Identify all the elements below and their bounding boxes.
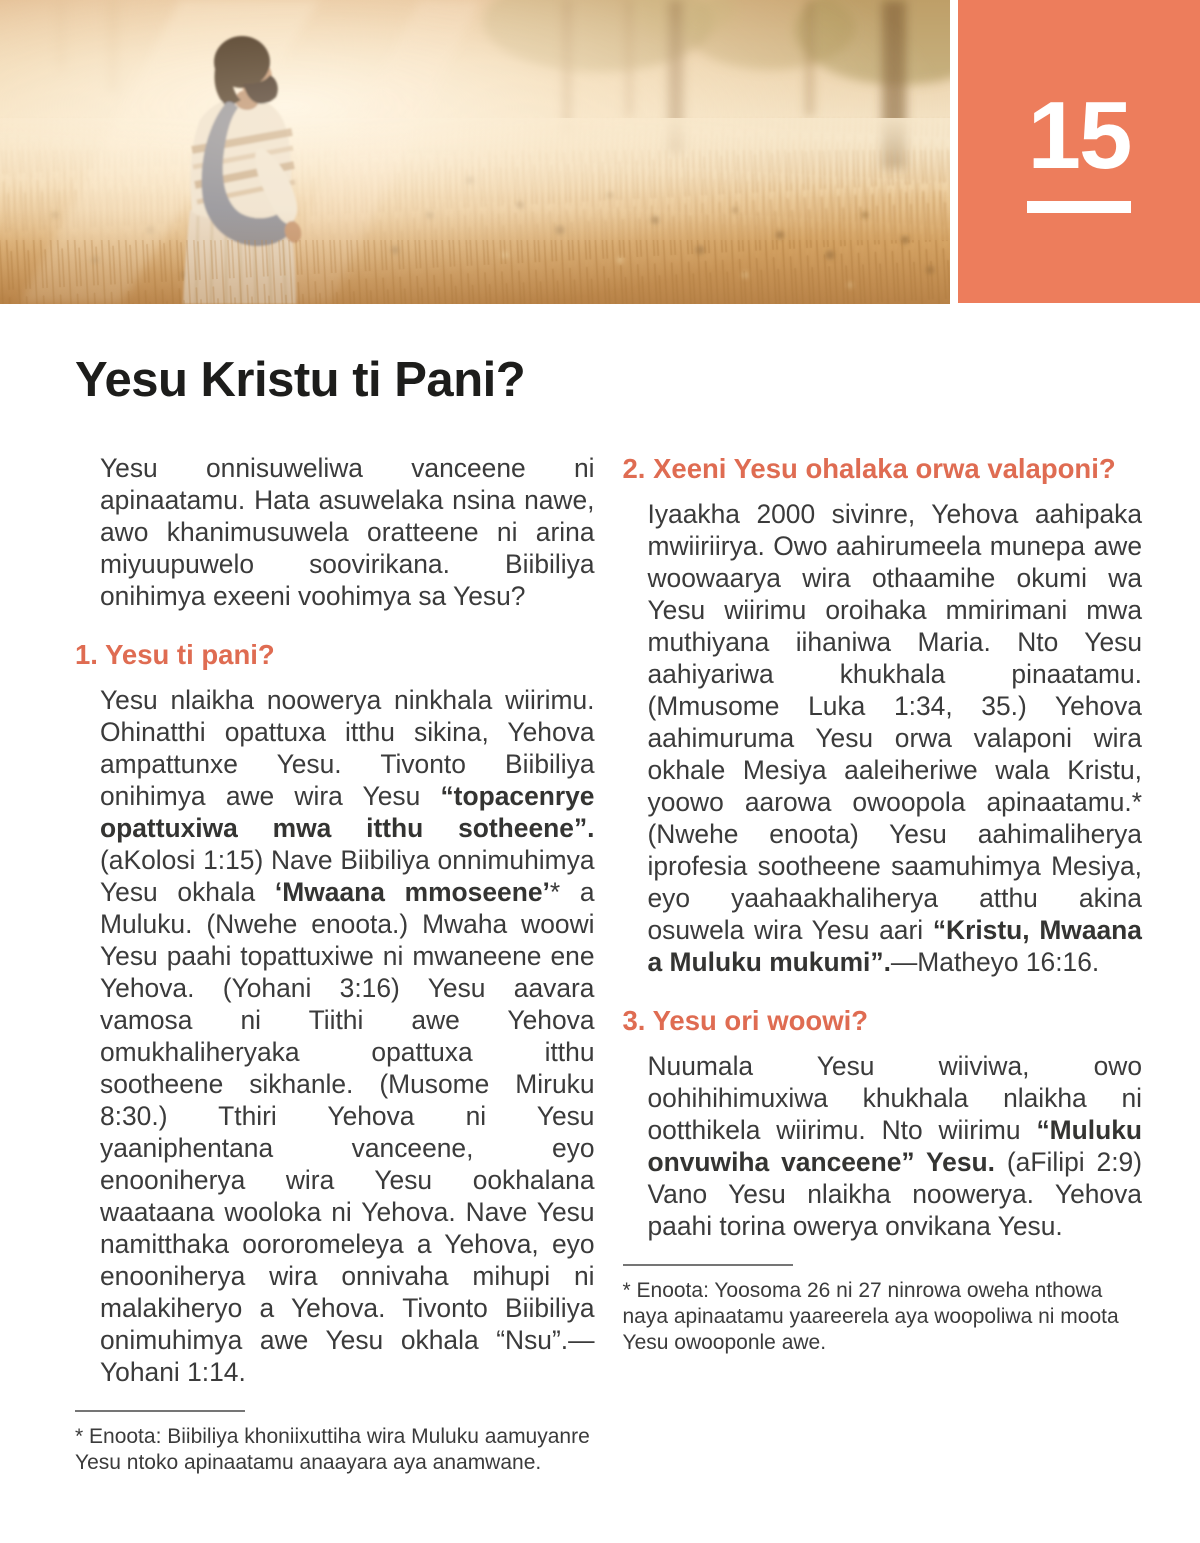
content-columns bbox=[75, 452, 1142, 1476]
overall-haze bbox=[0, 0, 950, 304]
footnote-divider-left bbox=[75, 1410, 245, 1412]
lesson-number-badge bbox=[958, 0, 1200, 303]
section-1-paragraph: Yesu nlaikha noowerya ninkhala wiirimu. Ohinatthi opattuxa itthu sikina, Yehova ampattunxe Yesu. Tivonto Biibiliya onihimya awe wira Yesu “topacenrye opattuxiwa mwa itthu sotheene”. (aKolosi 1:15) Nave Biibiliya onnimuhimya Yesu okhala ‘Mwaana mmoseene’* a Muluku. (Nwehe enoota.) Mwaha woowi Yesu paahi topattuxiwe ni mwaneene ene Yehova. (Yohani 3:16) Yesu aavara vamosa ni Tiithi awe Yehova omukhaliheryaka opattuxa itthu sootheene sikhanle. (Musome Miruku 8:30.) Tthiri Yehova ni Yesu yaaniphentana vanceene, eyo enooniherya wira Yesu ookhalana waataana wooloka ni Yehova. Nave Yesu namitthaka oororomeleya a Yehova, eyo enooniherya wira onnivaha mihupi ni malakiheryo a Yehova. Tivonto Biibiliya onimuhimya awe Yesu okhala “Nsu”.—Yohani 1:14. bbox=[100, 685, 595, 1387]
section-3-paragraph: Nuumala Yesu wiiviwa, owo oohihihimuxiwa khukhala nlaikha ni ootthikela wiirimu. Nto wiirimu “Muluku onvuwiha vanceene” Yesu. (aFilipi 2:9) Vano Yesu nlaikha noowerya. Yehova paahi torina owerya onvikana Yesu. bbox=[647, 1051, 1142, 1241]
footnote-divider-right bbox=[623, 1264, 793, 1266]
section-2-heading: 2. Xeeni Yesu ohalaka orwa valaponi? bbox=[622, 453, 1116, 484]
left-column bbox=[75, 452, 595, 1476]
right-column bbox=[623, 452, 1143, 1476]
lesson-number: 15 bbox=[1027, 82, 1131, 189]
section-2-paragraph: Iyaakha 2000 sivinre, Yehova aahipaka mwiiriirya. Owo aahirumeela munepa awe woowaarya wira othaamihe okumi wa Yesu wiirimu oroihaka mmirimani mwa muthiyana iihaniwa Maria. Nto Yesu aahiyariwa khukhala pinaatamu. (Mmusome Luka 1:34, 35.) Yehova aahimuruma Yesu orwa valaponi wira okhale Mesiya aaleiheriwe wala Kristu, yoowo aarowa owoopola apinaatamu.* (Nwehe enoota) Yesu aahimaliherya iprofesia sootheene saamuhimya Mesiya, eyo yaahaakhaliherya atthu akina osuwela wira Yesu aari “Kristu, Mwaana a Muluku mukumi”.—Matheyo 16:16. bbox=[647, 499, 1142, 977]
footnote-right-block bbox=[623, 1264, 1143, 1356]
intro-paragraph: Yesu onnisuweliwa vanceene ni apinaatamu. Hata asuwelaka nsina nawe, awo khanimusuwela oratteene ni arina miyuupuwelo soovirikana. Biibiliya onihimya exeeni voohimya sa Yesu? bbox=[100, 453, 595, 611]
field-scene-illustration bbox=[0, 0, 950, 304]
hero bbox=[0, 0, 1200, 304]
footnote-left-block bbox=[75, 1410, 595, 1476]
footnote-right-text: * Enoota: Yoosoma 26 ni 27 ninrowa oweha nthowa naya apinaatamu yaareerela aya woopoliwa ni moota Yesu owooponle awe. bbox=[622, 1279, 1119, 1354]
hero-photo bbox=[0, 0, 950, 304]
section-3-heading: 3. Yesu ori woowi? bbox=[622, 1005, 869, 1036]
section-1-heading: 1. Yesu ti pani? bbox=[75, 639, 275, 670]
lesson-number-underline bbox=[1027, 201, 1131, 213]
page-title: Yesu Kristu ti Pani? bbox=[75, 353, 526, 407]
footnote-left-text: * Enoota: Biibiliya khoniixuttiha wira Muluku aamuyanre Yesu ntoko apinaatamu anaayara aya anamwane. bbox=[75, 1425, 590, 1474]
